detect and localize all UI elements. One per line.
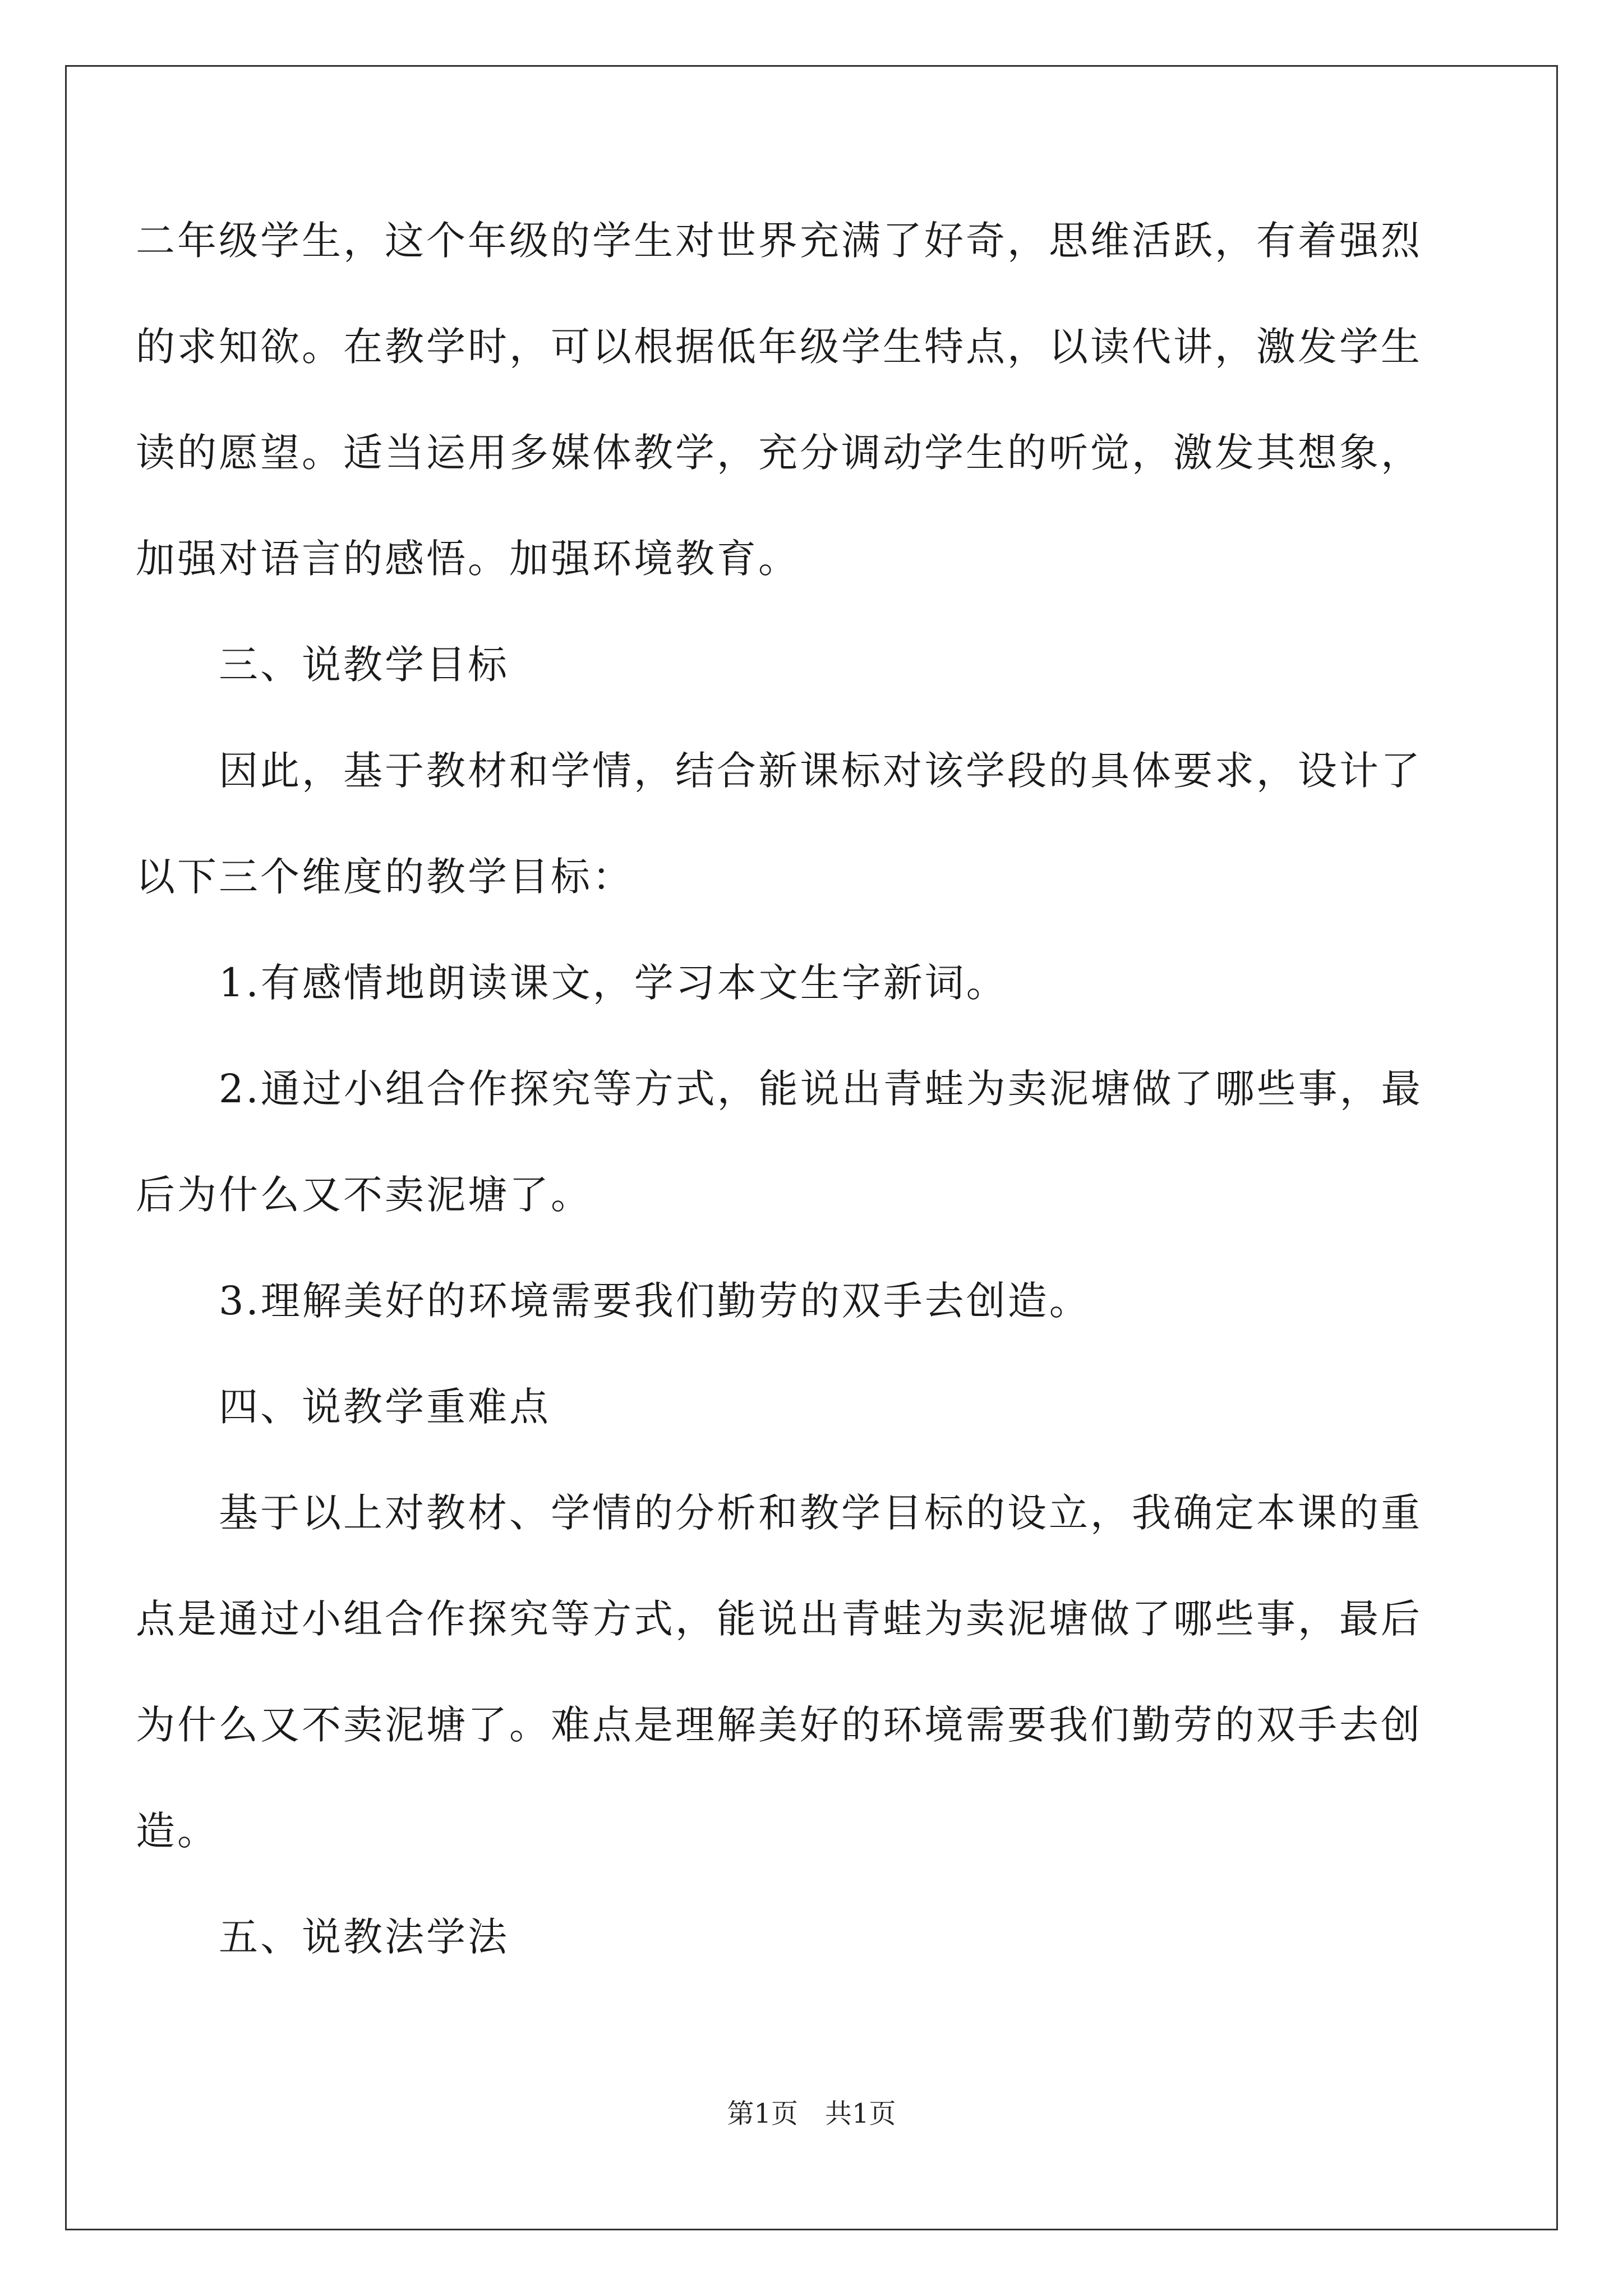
goal-item-1: 1.有感情地朗读课文，学习本文生字新词。 xyxy=(219,960,1008,1006)
goal-item-3: 3.理解美好的环境需要我们勤劳的双手去创造。 xyxy=(219,1278,1091,1324)
goal-item-2: 2.通过小组合作探究等方式，能说出青蛙为卖泥塘做了哪些事，最后为什么又不卖泥塘了。 xyxy=(136,1066,1423,1218)
page-footer: 第1页 共1页 xyxy=(727,2098,896,2129)
paragraph-goals-intro: 因此，基于教材和学情，结合新课标对该学段的具体要求，设计了以下三个维度的教学目标： xyxy=(136,748,1422,900)
heading-teaching-goals: 三、说教学目标 xyxy=(219,642,509,688)
heading-key-difficulties: 四、说教学重难点 xyxy=(219,1384,551,1430)
heading-teaching-methods: 五、说教法学法 xyxy=(219,1914,509,1960)
paragraph-key-difficulties: 基于以上对教材、学情的分析和教学目标的设立，我确定本课的重点是通过小组合作探究等方式，能说出青蛙为卖泥塘做了哪些事，最后为什么又不卖泥塘了。难点是理解美好的环境需要我们勤劳的双手去创造。 xyxy=(136,1490,1422,1854)
paragraph-intro: 二年级学生，这个年级的学生对世界充满了好奇，思维活跃，有着强烈的求知欲。在教学时，可以根据低年级学生特点，以读代讲，激发学生读的愿望。适当运用多媒体教学，充分调动学生的听觉，激发其想象，加强对语言的感悟。加强环境教育。 xyxy=(136,218,1422,582)
document-body xyxy=(136,188,1431,1990)
